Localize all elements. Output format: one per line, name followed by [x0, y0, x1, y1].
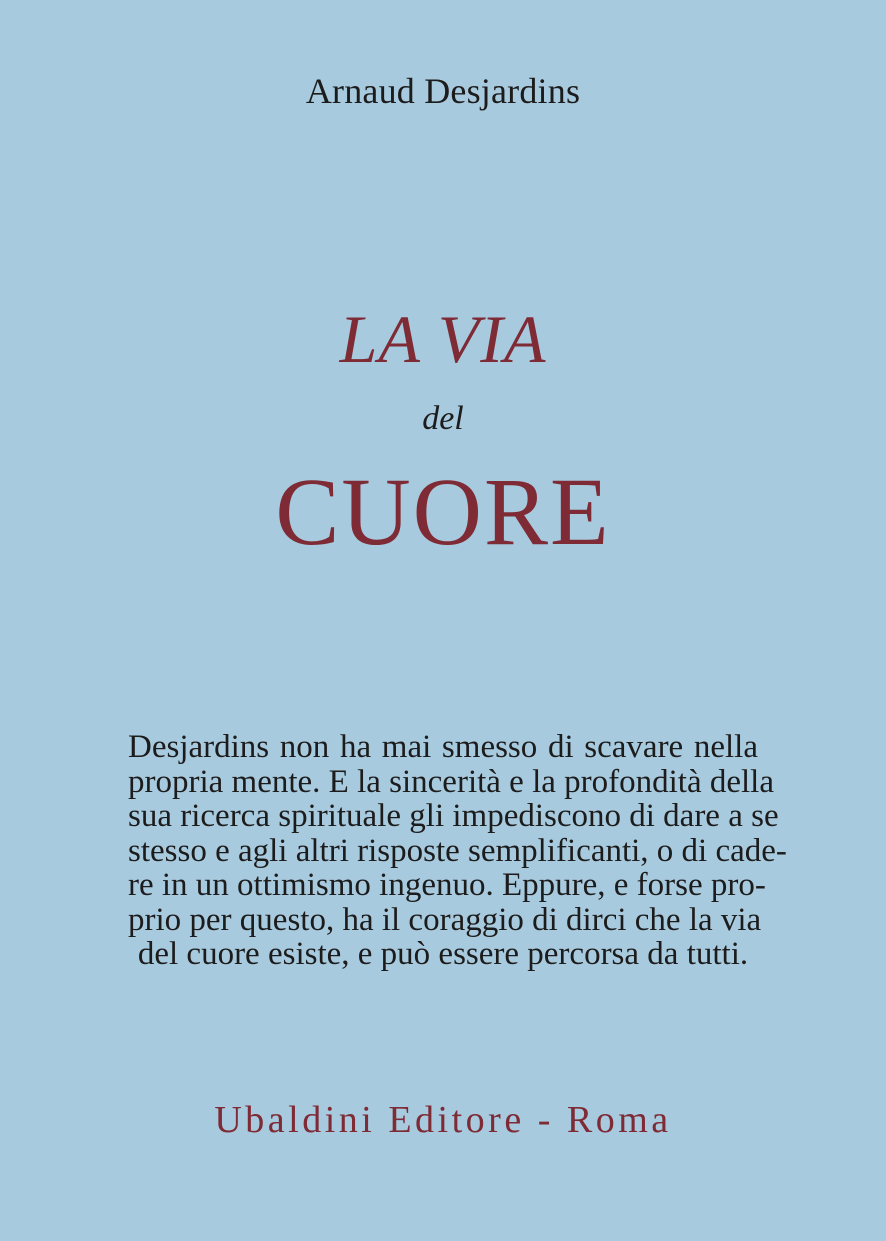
title-connector: del: [422, 400, 464, 437]
title-emphasis: CUORE: [275, 458, 611, 565]
blurb-line: del cuore esiste, e può essere percorsa da tutti.: [137, 936, 749, 972]
blurb-line: prio per questo, ha il coraggio di dirci che la via: [128, 901, 762, 938]
blurb-line: stesso e agli altri risposte semplificanti, o di cade-: [128, 832, 787, 869]
blurb-text: [128, 729, 787, 972]
title-main: LA VIA: [339, 301, 547, 377]
blurb-line: sua ricerca spirituale gli impediscono di dare a se: [128, 798, 779, 834]
blurb-line: re in un ottimismo ingenuo. Eppure, e forse pro-: [128, 867, 766, 903]
blurb-line: propria mente. E la sincerità e la profondità della: [128, 763, 774, 800]
blurb-line: Desjardins non ha mai smesso di scavare nella: [128, 729, 758, 765]
author-name: Arnaud Desjardins: [305, 71, 581, 111]
publisher-imprint: Ubaldini Editore - Roma: [214, 1099, 672, 1141]
